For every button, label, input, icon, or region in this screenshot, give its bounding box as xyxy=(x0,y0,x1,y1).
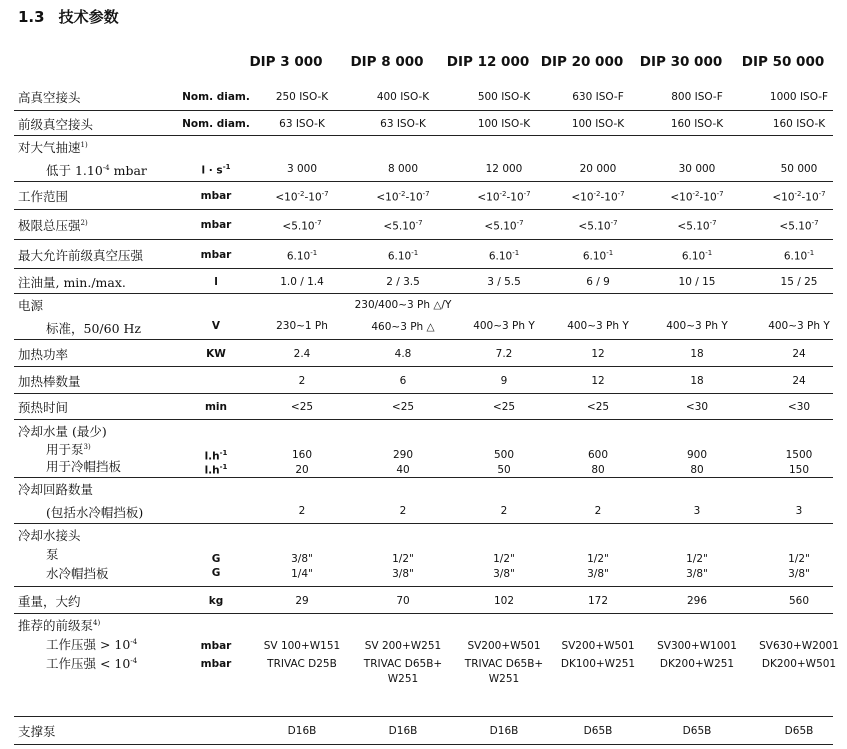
spec-row-weight xyxy=(14,586,833,614)
value-cell-2: 3/8" xyxy=(493,568,515,580)
value-cell-2: 3/8" xyxy=(392,568,414,580)
value-cell: 30 000 xyxy=(678,163,716,175)
value-cell: D65B xyxy=(583,725,613,737)
row-unit: mbar xyxy=(200,248,232,261)
row-sub-label-2: 用于冷帽挡板 xyxy=(46,459,122,474)
row-unit: Nom. diam. xyxy=(182,91,250,103)
value-cell: 230~1 Ph xyxy=(276,320,328,332)
row-unit: kg xyxy=(208,594,224,607)
value-cell: 29 xyxy=(295,594,309,607)
value-cell: 172 xyxy=(587,594,609,607)
value-cell: SV200+W501 xyxy=(467,640,541,652)
row-label: 冷却回路数量 xyxy=(18,482,94,497)
value-cell: $<10^{-2}-10^{-7}$ xyxy=(376,190,430,204)
row-label: 对大气抽速$^{1)}$ xyxy=(18,140,88,155)
value-cell: 12 000 xyxy=(485,163,523,175)
value-cell: 4.8 xyxy=(394,347,412,360)
spec-row-hv-flange xyxy=(14,82,833,111)
spec-row-ultimate xyxy=(14,209,833,240)
value-cell: 900 xyxy=(686,449,708,461)
value-cell: 63 ISO-K xyxy=(279,117,325,130)
value-cell-2: 3/8" xyxy=(686,568,708,580)
value-cell: $<10^{-2}-10^{-7}$ xyxy=(670,190,724,204)
value-cell: 400 ISO-K xyxy=(376,91,430,103)
section-heading xyxy=(18,6,119,27)
value-cell: 18 xyxy=(690,347,704,360)
value-cell: $<5.10^{-7}$ xyxy=(578,219,618,233)
value-cell: 100 ISO-K xyxy=(571,117,625,130)
value-cell: 50 000 xyxy=(780,163,818,175)
value-cell: <25 xyxy=(586,401,610,413)
row-sub-label: 用于泵$^{3)}$ xyxy=(46,442,91,457)
row-unit-2: $l.h^{-1}$ xyxy=(204,463,228,477)
value-cell: D16B xyxy=(287,725,317,737)
value-cell: $6.10^{-1}$ xyxy=(582,248,614,262)
row-label: 推荐的前级泵$^{4)}$ xyxy=(18,618,101,633)
value-cell: $<5.10^{-7}$ xyxy=(779,219,819,233)
value-cell-2: TRIVAC D65B+ W251 xyxy=(363,658,443,685)
value-cell: 1/2" xyxy=(788,553,810,565)
spec-row-max-fore xyxy=(14,239,833,269)
spec-row-water-conn xyxy=(14,523,833,587)
value-cell: 70 xyxy=(396,594,410,607)
value-cell: $<10^{-2}-10^{-7}$ xyxy=(477,190,531,204)
value-cell: 400~3 Ph Y xyxy=(666,320,728,332)
value-cell: SV 100+W151 xyxy=(263,640,341,652)
value-cell: 2 xyxy=(298,374,306,387)
value-cell: 12 xyxy=(591,347,605,360)
row-unit: Nom. diam. xyxy=(182,117,250,130)
row-label: 加热棒数量 xyxy=(18,373,81,389)
value-cell: <25 xyxy=(391,401,415,413)
value-cell-2: DK200+W251 xyxy=(659,658,735,670)
value-cell-2: DK200+W501 xyxy=(761,658,837,670)
value-cell: 2.4 xyxy=(293,347,311,360)
value-cell: 160 xyxy=(291,449,313,461)
spec-row-work-range xyxy=(14,181,833,210)
value-cell: $<5.10^{-7}$ xyxy=(484,219,524,233)
spec-row-heaters xyxy=(14,366,833,394)
value-cell: 2 / 3.5 xyxy=(386,275,420,288)
value-cell: $6.10^{-1}$ xyxy=(783,248,815,262)
value-cell: 3 xyxy=(693,505,701,517)
row-label: 注油量, min./max. xyxy=(18,274,126,290)
row-unit: G xyxy=(211,553,221,565)
value-cell: 1500 xyxy=(785,449,813,461)
column-header-model: DIP 8 000 xyxy=(350,54,424,70)
row-unit: V xyxy=(211,320,221,332)
row-unit: min xyxy=(204,401,227,413)
value-cell: $6.10^{-1}$ xyxy=(488,248,520,262)
row-label: 工作范围 xyxy=(18,189,69,204)
row-sub-label-2: 工作压强 < $10^{-4}$ xyxy=(46,656,138,671)
value-cell: 630 ISO-F xyxy=(572,91,624,103)
value-cell: <30 xyxy=(787,401,811,413)
row-label: 极限总压强$^{2)}$ xyxy=(18,218,88,233)
value-cell: 3 000 xyxy=(286,163,318,175)
value-cell-2: 150 xyxy=(788,464,810,476)
spec-row-warmup xyxy=(14,393,833,420)
value-cell: <25 xyxy=(290,401,314,413)
value-cell: 230/400~3 Ph △/Y 460~3 Ph △ xyxy=(354,299,452,333)
spec-row-heat-power xyxy=(14,339,833,367)
row-unit: mbar xyxy=(200,219,232,231)
value-cell: 100 ISO-K xyxy=(477,117,531,130)
value-cell: D65B xyxy=(784,725,814,737)
value-cell: 560 xyxy=(788,594,810,607)
column-header-model: DIP 20 000 xyxy=(540,54,624,70)
row-unit: $l \cdot s^{-1}$ xyxy=(201,163,231,177)
value-cell: D65B xyxy=(682,725,712,737)
row-label: 高真空接头 xyxy=(18,90,81,105)
column-header-model: DIP 30 000 xyxy=(639,54,723,70)
value-cell-2: DK100+W251 xyxy=(560,658,636,670)
row-label: 预热时间 xyxy=(18,400,69,415)
value-cell: 9 xyxy=(500,374,508,387)
value-cell: 6 xyxy=(399,374,407,387)
row-sub-label: 工作压强 > $10^{-4}$ xyxy=(46,637,138,652)
row-unit: mbar xyxy=(200,190,232,202)
value-cell: SV 200+W251 xyxy=(364,640,442,652)
value-cell: 24 xyxy=(792,347,806,360)
value-cell: 500 xyxy=(493,449,515,461)
value-cell: SV630+W2001 xyxy=(759,640,839,652)
value-cell: 296 xyxy=(686,594,708,607)
value-cell: 10 / 15 xyxy=(678,275,716,288)
value-cell: $<10^{-2}-10^{-7}$ xyxy=(275,190,329,204)
value-cell: 400~3 Ph Y xyxy=(768,320,830,332)
value-cell: $<5.10^{-7}$ xyxy=(677,219,717,233)
row-unit-2: G xyxy=(211,567,221,579)
spec-row-oil xyxy=(14,268,833,294)
value-cell: $6.10^{-1}$ xyxy=(681,248,713,262)
value-cell: $6.10^{-1}$ xyxy=(286,248,318,262)
column-header-model: DIP 50 000 xyxy=(741,54,825,70)
value-cell: 3 xyxy=(795,505,803,517)
value-cell: 1/2" xyxy=(392,553,414,565)
value-cell: $6.10^{-1}$ xyxy=(387,248,419,262)
value-cell: 24 xyxy=(792,374,806,387)
row-unit: KW xyxy=(206,347,226,360)
value-cell: 1/2" xyxy=(686,553,708,565)
row-label: 电源 xyxy=(18,298,44,313)
value-cell: <25 xyxy=(492,401,516,413)
spec-row-backing xyxy=(14,613,839,717)
row-unit-2: mbar xyxy=(200,658,232,670)
value-cell: 2 xyxy=(298,505,306,517)
section-title: 技术参数 xyxy=(58,8,119,26)
value-cell: 600 xyxy=(587,449,609,461)
row-unit: $l.h^{-1}$ xyxy=(204,449,228,463)
row-label: 冷却水接头 xyxy=(18,528,81,543)
value-cell-2: 3/8" xyxy=(587,568,609,580)
value-cell: 6 / 9 xyxy=(586,275,610,288)
row-label: 重量，大约 xyxy=(18,593,81,609)
column-header-model: DIP 12 000 xyxy=(446,54,530,70)
value-cell: 15 / 25 xyxy=(780,275,818,288)
value-cell-2: 3/8" xyxy=(788,568,810,580)
value-cell: $<5.10^{-7}$ xyxy=(383,219,423,233)
value-cell: 500 ISO-K xyxy=(477,91,531,103)
value-cell: 7.2 xyxy=(495,347,513,360)
value-cell: SV200+W501 xyxy=(561,640,635,652)
value-cell: 1/2" xyxy=(587,553,609,565)
row-label: 支撑泵 xyxy=(18,724,56,739)
row-label: 前级真空接头 xyxy=(18,116,94,132)
row-unit: mbar xyxy=(200,640,232,652)
row-sub-label: 泵 xyxy=(46,547,59,562)
value-cell: $<10^{-2}-10^{-7}$ xyxy=(772,190,826,204)
value-cell: 160 ISO-K xyxy=(772,117,826,130)
value-cell: 160 ISO-K xyxy=(670,117,724,130)
value-cell: 3/8" xyxy=(291,553,313,565)
value-cell: 8 000 xyxy=(387,163,419,175)
value-cell-2: 40 xyxy=(396,464,410,476)
value-cell-2: TRIVAC D65B+ W251 xyxy=(464,658,544,685)
value-cell: 63 ISO-K xyxy=(380,117,426,130)
row-label: 最大允许前级真空压强 xyxy=(18,247,144,263)
value-cell-2: 50 xyxy=(497,464,511,476)
value-cell: 2 xyxy=(594,505,602,517)
value-cell: 1.0 / 1.4 xyxy=(280,275,324,288)
value-cell: 400~3 Ph Y xyxy=(567,320,629,332)
value-cell: 2 xyxy=(500,505,508,517)
value-cell: D16B xyxy=(489,725,519,737)
value-cell: 1000 ISO-F xyxy=(769,91,829,103)
value-cell: D16B xyxy=(388,725,418,737)
value-cell: 250 ISO-K xyxy=(275,91,329,103)
value-cell-2: 1/4" xyxy=(291,568,313,580)
row-label: 冷却水量 (最少) xyxy=(18,424,107,439)
value-cell: 1/2" xyxy=(493,553,515,565)
value-cell: $<5.10^{-7}$ xyxy=(282,219,322,233)
value-cell: SV300+W1001 xyxy=(657,640,737,652)
value-cell: 3 / 5.5 xyxy=(487,275,521,288)
value-cell-2: 20 xyxy=(295,464,309,476)
value-cell: <30 xyxy=(685,401,709,413)
spec-row-holding xyxy=(14,716,833,745)
row-sub-label: (包括水冷帽挡板) xyxy=(46,505,144,520)
value-cell: 12 xyxy=(591,374,605,387)
column-header-model: DIP 3 000 xyxy=(249,54,323,70)
spec-row-circuits xyxy=(14,477,833,524)
value-cell: $<10^{-2}-10^{-7}$ xyxy=(571,190,625,204)
value-cell: 2 xyxy=(399,505,407,517)
row-sub-label: 低于 $1.10^{-4}$ mbar xyxy=(46,163,147,178)
spec-row-power xyxy=(14,293,833,340)
row-sub-label: 标准，50/60 Hz xyxy=(46,321,141,336)
value-cell: 290 xyxy=(392,449,414,461)
value-cell: 102 xyxy=(493,594,515,607)
value-cell: 18 xyxy=(690,374,704,387)
value-cell-2: 80 xyxy=(591,464,605,476)
value-cell-2: 80 xyxy=(690,464,704,476)
section-number: 1.3 xyxy=(18,8,45,26)
value-cell: 400~3 Ph Y xyxy=(473,320,535,332)
row-unit: l xyxy=(214,275,218,288)
value-cell-2: TRIVAC D25B xyxy=(267,658,337,670)
row-sub-label-2: 水冷帽挡板 xyxy=(46,566,109,581)
value-cell: 20 000 xyxy=(579,163,617,175)
row-label: 加热功率 xyxy=(18,346,69,362)
spec-row-fore-flange xyxy=(14,110,833,136)
spec-row-water xyxy=(14,419,833,478)
spec-row-pump-speed xyxy=(14,135,833,182)
value-cell: 800 ISO-F xyxy=(671,91,723,103)
